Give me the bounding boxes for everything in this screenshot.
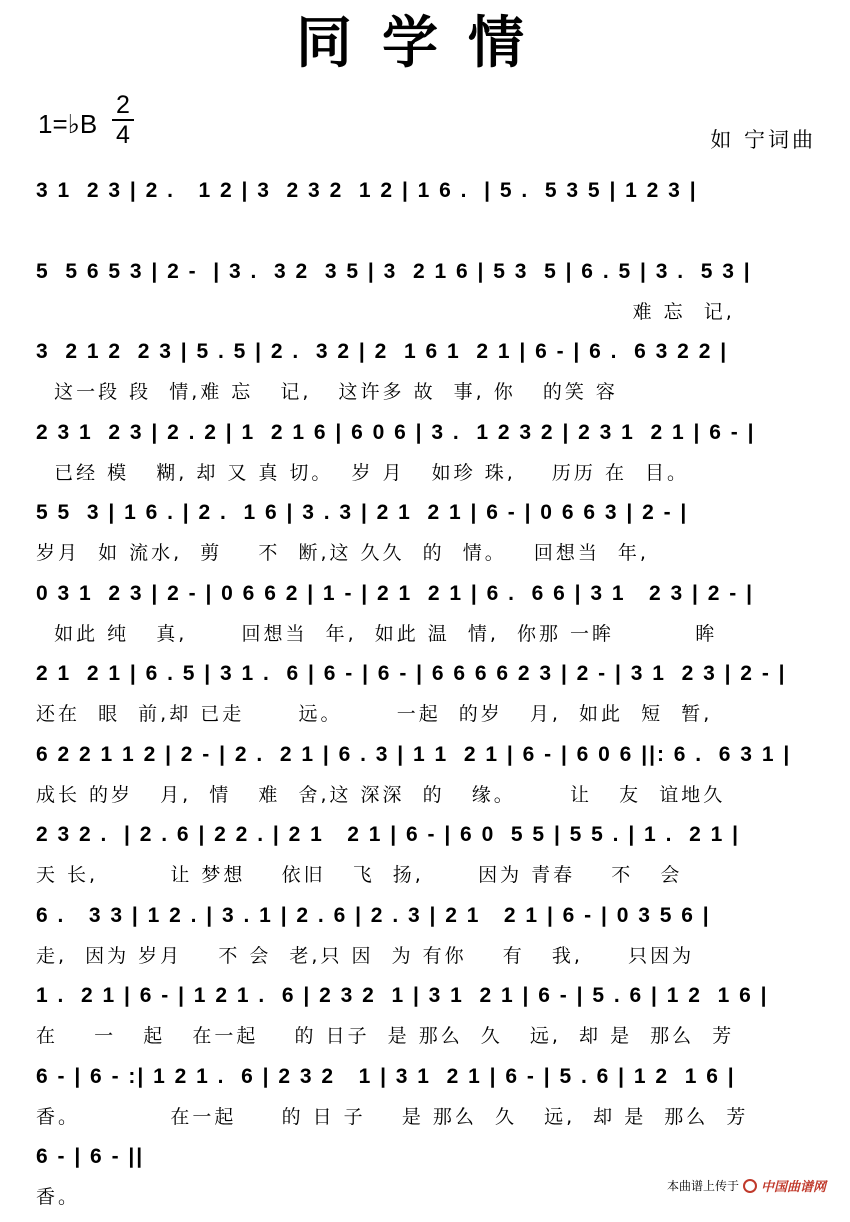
composer-credit: 如 宁词曲: [710, 128, 816, 152]
note-line: 0 3 1 2 3 | 2 - | 0 6 6 2 | 1 - | 2 1 2 1 | 6 . 6 6 | 3 1 2 3 | 2 - |: [36, 581, 754, 605]
score-row: [0, 579, 850, 659]
score-row: [0, 820, 850, 900]
note-line: 6 - | 6 - ||: [36, 1145, 145, 1168]
lyric-line: [36, 216, 818, 250]
note-line: 3 2 1 2 2 3 | 5 . 5 | 2 . 3 2 | 2 1 6 1 2 1 | 6 - | 6 . 6 3 2 2 |: [36, 340, 729, 363]
note-line: 6 - | 6 - :| 1 2 1 . 6 | 2 3 2 1 | 3 1 2 1 | 6 - | 5 . 6 | 1 2 1 6 |: [36, 1064, 736, 1088]
lyric-line: 成长 的岁 月, 情 难 舍,这 深深 的 缘。 让 友 谊地久: [36, 783, 726, 806]
lyric-line: 岁月 如 流水, 剪 不 断,这 久久 的 情。 回想当 年,: [36, 542, 649, 564]
lyric-line: 难 忘 记,: [36, 300, 735, 323]
score-row: [0, 176, 850, 256]
score-row: [0, 740, 850, 820]
note-line: 5 5 3 | 1 6 . | 2 . 1 6 | 3 . 3 | 2 1 2 1 | 6 - | 0 6 6 3 | 2 - |: [36, 501, 689, 524]
score-row: [0, 498, 850, 578]
time-signature-bottom: 4: [116, 121, 130, 149]
score-row: [0, 659, 850, 739]
site-name: 中国曲谱网: [760, 1180, 826, 1195]
score-row: [0, 418, 850, 498]
key-signature: 1=♭B: [38, 109, 98, 139]
note-line: 6 . 3 3 | 1 2 . | 3 . 1 | 2 . 6 | 2 . 3 | 2 1 2 1 | 6 - | 0 3 5 6 |: [36, 903, 711, 927]
lyric-line: 已经 模 糊, 却 又 真 切。 岁 月 如珍 珠, 历历 在 目。: [36, 461, 690, 484]
lyric-line: 天 长, 让 梦想 依旧 飞 扬, 因为 青春 不 会: [36, 864, 683, 886]
lyric-line: 如此 纯 真, 回想当 年, 如此 温 情, 你那 一眸 眸: [36, 622, 718, 645]
score-row: [0, 901, 850, 981]
note-line: 2 3 2 . | 2 . 6 | 2 2 . | 2 1 2 1 | 6 - | 6 0 5 5 | 5 5 . | 1 . 2 1 |: [36, 823, 740, 846]
score-row: [0, 337, 850, 417]
note-line: 2 1 2 1 | 6 . 5 | 3 1 . 6 | 6 - | 6 - | 6 6 6 6 2 3 | 2 - | 3 1 2 3 | 2 - |: [36, 662, 787, 685]
site-logo-icon: [743, 1179, 757, 1193]
lyric-line: 这一段 段 情,难 忘 记, 这许多 故 事, 你 的笑 容: [36, 381, 618, 403]
footer: [667, 1176, 826, 1195]
score-row: [0, 1062, 850, 1142]
score-row: [0, 981, 850, 1061]
note-line: 1 . 2 1 | 6 - | 1 2 1 . 6 | 2 3 2 1 | 3 1 2 1 | 6 - | 5 . 6 | 1 2 1 6 |: [36, 984, 769, 1007]
note-line: 3 1 2 3 | 2 . 1 2 | 3 2 3 2 1 2 | 1 6 . | 5 . 5 3 5 | 1 2 3 |: [36, 179, 698, 202]
lyric-line: 走, 因为 岁月 不 会 老,只 因 为 有你 有 我, 只因为: [36, 944, 695, 967]
lyric-line: 还在 眼 前,却 已走 远。 一起 的岁 月, 如此 短 暂,: [36, 703, 713, 725]
page-title: 同学情: [296, 11, 554, 76]
footer-text: 本曲谱上传于: [666, 1179, 739, 1193]
lyric-line: 香。 在一起 的 日 子 是 那么 久 远, 却 是 那么 芳: [36, 1105, 749, 1128]
note-line: 6 2 2 1 1 2 | 2 - | 2 . 2 1 | 6 . 3 | 1 1 2 1 | 6 - | 6 0 6 ||: 6 . 6 3 1 |: [36, 742, 792, 766]
note-line: 5 5 6 5 3 | 2 - | 3 . 3 2 3 5 | 3 2 1 6 | 5 3 5 | 6 . 5 | 3 . 5 3 |: [36, 259, 752, 283]
lyric-line: 香。: [36, 1186, 81, 1208]
time-signature: [112, 92, 134, 148]
score-row: [0, 257, 850, 337]
note-line: 2 3 1 2 3 | 2 . 2 | 1 2 1 6 | 6 0 6 | 3 . 1 2 3 2 | 2 3 1 2 1 | 6 - |: [36, 420, 756, 444]
time-signature-top: 2: [116, 91, 130, 119]
lyric-line: 在 一 起 在一起 的 日子 是 那么 久 远, 却 是 那么 芳: [36, 1025, 735, 1047]
